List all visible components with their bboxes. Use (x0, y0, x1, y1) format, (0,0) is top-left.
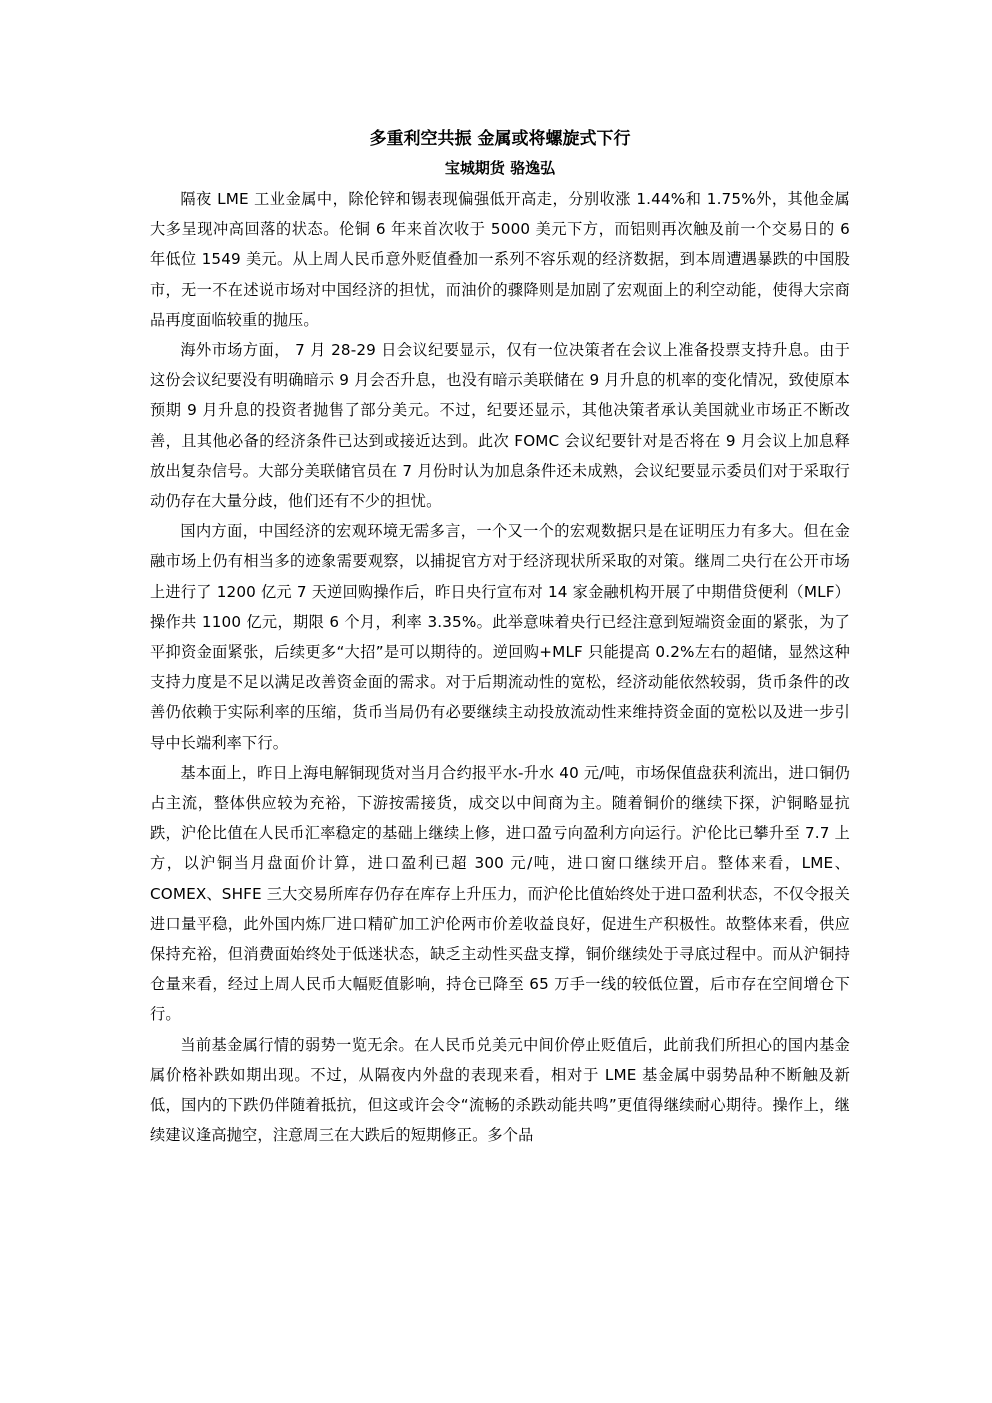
paragraph-1: 隔夜 LME 工业金属中，除伦锌和锡表现偏强低开高走，分别收涨 1.44%和 1.75%外，其他金属大多呈现冲高回落的状态。伦铜 6 年来首次收于 5000 美元下方，而铝则再次触及前一个交易日的 6 年低位 1549 美元。从上周人民币意外贬值叠加一系列不容乐观的经济数据，到本周遭遇暴跌的中国股市，无一不在述说市场对中国经济的担忧，而油价的骤降则是加剧了宏观面上的利空动能，使得大宗商品再度面临较重的抛压。 (150, 190, 850, 329)
document-byline: 宝城期货 骆逸弘 (444, 159, 556, 177)
document-page (150, 124, 850, 1151)
paragraph-5: 当前基金属行情的弱势一览无余。在人民币兑美元中间价停止贬值后，此前我们所担心的国内基金属价格补跌如期出现。不过，从隔夜内外盘的表现来看，相对于 LME 基金属中弱势品种不断触及新低，国内的下跌仍伴随着抵抗，但这或许会令“流畅的杀跌动能共鸣”更值得继续耐心期待。操作上，继续建议逢高抛空，注意周三在大跌后的短期修正。多个品 (150, 1035, 850, 1145)
document-title: 多重利空共振 金属或将螺旋式下行 (369, 129, 631, 149)
paragraph-4: 基本面上，昨日上海电解铜现货对当月合约报平水-升水 40 元/吨，市场保值盘获利流出，进口铜仍占主流，整体供应较为充裕，下游按需接货，成交以中间商为主。随着铜价的继续下探，沪铜略显抗跌，沪伦比值在人民币汇率稳定的基础上继续上修，进口盈亏向盈利方向运行。沪伦比已攀升至 7.7 上方，以沪铜当月盘面价计算，进口盈利已超 300 元/吨，进口窗口继续开启。整体来看，LME、COMEX、SHFE 三大交易所库存仍存在库存上升压力，而沪伦比值始终处于进口盈利状态，不仅令报关进口量平稳，此外国内炼厂进口精矿加工沪伦两市价差收益良好，促进生产积极性。故整体来看，供应保持充裕，但消费面始终处于低迷状态，缺乏主动性买盘支撑，铜价继续处于寻底过程中。而从沪铜持仓量来看，经过上周人民币大幅贬值影响，持仓已降至 65 万手一线的较低位置，后市存在空间增仓下行。 (150, 763, 850, 1024)
paragraph-3: 国内方面，中国经济的宏观环境无需多言，一个又一个的宏观数据只是在证明压力有多大。但在金融市场上仍有相当多的迹象需要观察，以捕捉官方对于经济现状所采取的对策。继周二央行在公开市场上进行了 1200 亿元 7 天逆回购操作后，昨日央行宣布对 14 家金融机构开展了中期借贷便利（MLF）操作共 1100 亿元，期限 6 个月，利率 3.35%。此举意味着央行已经注意到短端资金面的紧张，为了平抑资金面紧张，后续更多“大招”是可以期待的。逆回购+MLF 只能提高 0.2%左右的超储，显然这种支持力度是不足以满足改善资金面的需求。对于后期流动性的宽松，经济动能依然较弱，货币条件的改善仍依赖于实际利率的压缩，货币当局仍有必要继续主动投放流动性来维持资金面的宽松以及进一步引导中长端利率下行。 (150, 522, 850, 752)
paragraph-2: 海外市场方面， 7 月 28-29 日会议纪要显示，仅有一位决策者在会议上准备投票支持升息。由于这份会议纪要没有明确暗示 9 月会否升息，也没有暗示美联储在 9 月升息的机率的变化情况，致使原本预期 9 月升息的投资者抛售了部分美元。不过，纪要还显示，其他决策者承认美国就业市场正不断改善，且其他必备的经济条件已达到或接近达到。此次 FOMC 会议纪要针对是否将在 9 月会议上加息释放出复杂信号。大部分美联储官员在 7 月份时认为加息条件还未成熟，会议纪要显示委员们对于采取行动仍存在大量分歧，他们还有不少的担忧。 (150, 341, 850, 511)
